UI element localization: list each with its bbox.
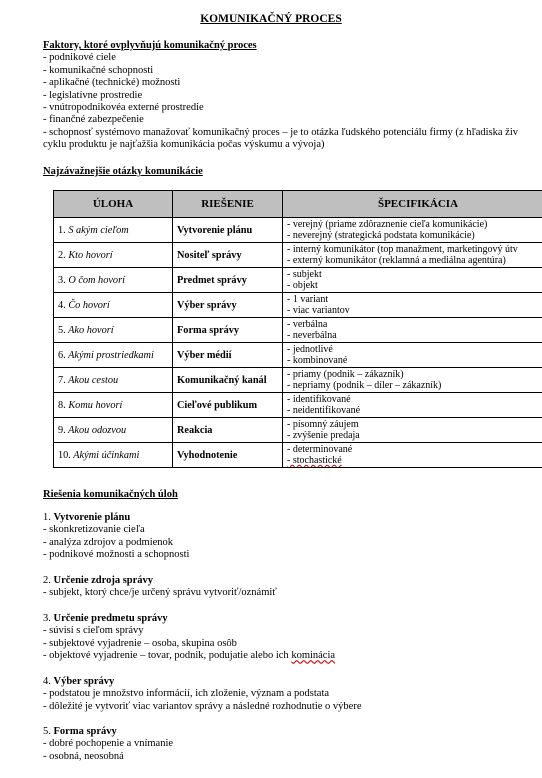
task-question: Kto hovorí xyxy=(68,249,113,261)
solution-title: Forma správy xyxy=(53,726,117,737)
spec-text: - verbálna xyxy=(287,319,328,330)
table-row xyxy=(54,443,542,468)
spec-text: - externý komunikátor (reklamná a mediálna agentúra) xyxy=(287,255,506,266)
factor-item: - vnútropodnikovéa externé prostredie xyxy=(43,102,204,114)
spec-text: - jednotlivé xyxy=(287,344,333,355)
spec-line xyxy=(287,380,542,391)
task-cell xyxy=(54,418,173,443)
spec-line xyxy=(287,344,542,355)
spec-cell xyxy=(283,368,542,393)
spec-line xyxy=(287,294,542,305)
spec-text: - objekt xyxy=(287,280,318,291)
spec-text: - kombinované xyxy=(287,355,348,366)
spec-text: - neverbálna xyxy=(287,330,337,341)
solution-cell: Predmet správy xyxy=(173,268,283,293)
spec-text: - verejný (priame zdôraznenie cieľa komunikácie) xyxy=(287,219,488,230)
solution-block xyxy=(43,613,335,663)
row-number: 9. xyxy=(58,424,66,436)
task-cell xyxy=(54,368,173,393)
spec-line xyxy=(287,430,542,441)
solution-item: - podstatou je množstvo informácií, ich zloženie, význam a podstata xyxy=(43,688,330,700)
spec-text: - subjekt xyxy=(287,269,322,280)
solution-number: 5. xyxy=(43,726,51,737)
row-number: 2. xyxy=(58,249,66,261)
solutions-heading: Riešenia komunikačných úloh xyxy=(43,489,178,500)
factor-item: - komunikačné schopnosti xyxy=(43,64,154,76)
task-cell xyxy=(54,318,173,343)
solution-item: - podnikové možnosti a schopnosti xyxy=(43,549,190,561)
spec-text: - priamy (podnik – zákazník) xyxy=(287,369,404,380)
row-number: 4. xyxy=(58,299,66,311)
factor-item: - finančné zabezpečenie xyxy=(43,114,144,126)
solution-item: - subjekt, ktorý chce/je určený správu vytvoriť/oznámiť xyxy=(43,587,277,599)
factor-item: - aplikačné (technické) možnosti xyxy=(43,77,181,89)
solution-number: 4. xyxy=(43,676,51,687)
solution-cell: Vyhodnotenie xyxy=(173,443,283,468)
solution-cell: Nositeľ správy xyxy=(173,243,283,268)
table-row xyxy=(54,218,542,243)
solution-cell: Cieľové publikum xyxy=(173,393,283,418)
spec-cell xyxy=(283,443,542,468)
spec-line xyxy=(287,244,542,255)
solution-block xyxy=(43,726,173,763)
solution-cell: Reakcia xyxy=(173,418,283,443)
spec-line xyxy=(287,455,542,466)
spec-line xyxy=(287,369,542,380)
column-header-solution: RIEŠENIE xyxy=(173,191,283,218)
task-question: O čom hovorí xyxy=(68,274,125,286)
solution-cell: Vytvorenie plánu xyxy=(173,218,283,243)
spec-line xyxy=(287,394,542,405)
spec-line xyxy=(287,405,542,416)
spec-line xyxy=(287,255,542,266)
factor-item: - legislatívne prostredie xyxy=(43,89,143,101)
table-row xyxy=(54,268,542,293)
table-row xyxy=(54,243,542,268)
task-question: Akými prostriedkami xyxy=(68,349,154,361)
spec-line xyxy=(287,330,542,341)
solution-item: - dôležité je vytvoriť viac variantov správy a následné rozhodnutie o výbere xyxy=(43,700,362,712)
spec-cell xyxy=(283,293,542,318)
solution-number: 2. xyxy=(43,575,51,586)
task-question: S akým cieľom xyxy=(68,224,129,236)
factors-section xyxy=(43,40,518,152)
solution-item: - skonkretizovanie cieľa xyxy=(43,524,145,536)
spec-text: - 1 variant xyxy=(287,294,329,305)
spec-line xyxy=(287,305,542,316)
spec-cell xyxy=(283,268,542,293)
table-row xyxy=(54,343,542,368)
spec-line xyxy=(287,269,542,280)
solution-cell: Výber médií xyxy=(173,343,283,368)
row-number: 5. xyxy=(58,324,66,336)
page-title: KOMUNIKAČNÝ PROCES xyxy=(200,13,342,25)
spec-text: - nepriamy (podnik – díler – zákazník) xyxy=(287,380,442,391)
questions-heading: Najzávažnejšie otázky komunikácie xyxy=(43,166,203,177)
spec-line xyxy=(287,280,542,291)
row-number: 8. xyxy=(58,399,66,411)
solution-number: 3. xyxy=(43,613,51,624)
spec-text: - stochastické xyxy=(287,455,342,466)
table-header-row xyxy=(54,191,542,218)
solution-title: Určenie zdroja správy xyxy=(53,575,154,586)
solution-item: - objektové vyjadrenie – tovar, podnik, podujatie alebo ich xyxy=(43,650,289,662)
task-question: Ako hovorí xyxy=(68,324,114,336)
factor-item: - podnikové ciele xyxy=(43,52,116,64)
solution-item: - dobré pochopenie a vnímanie xyxy=(43,738,174,750)
spec-line xyxy=(287,319,542,330)
spec-cell xyxy=(283,218,542,243)
solution-cell: Výber správy xyxy=(173,293,283,318)
column-header-task: ÚLOHA xyxy=(54,191,173,218)
task-question: Akou odozvou xyxy=(68,424,127,436)
solution-block xyxy=(43,575,277,600)
spec-text: - písomný záujem xyxy=(287,419,359,430)
solution-title: Vytvorenie plánu xyxy=(53,512,131,523)
factors-heading: Faktory, ktoré ovplyvňujú komunikačný proces xyxy=(43,40,257,51)
table-row xyxy=(54,318,542,343)
solution-number: 1. xyxy=(43,512,51,523)
task-cell xyxy=(54,293,173,318)
spec-cell xyxy=(283,318,542,343)
solution-block xyxy=(43,512,189,562)
table-row xyxy=(54,418,542,443)
solution-item: - osobná, neosobná xyxy=(43,750,124,762)
column-header-spec: ŠPECIFIKÁCIA xyxy=(283,191,542,218)
spec-line xyxy=(287,355,542,366)
task-question: Akými účinkami xyxy=(73,449,140,461)
spec-text: - neverejný (strategická podstata komunikácie) xyxy=(287,230,475,241)
task-cell xyxy=(54,393,173,418)
row-number: 3. xyxy=(58,274,66,286)
solution-item: - analýza zdrojov a podmienok xyxy=(43,536,174,548)
task-cell xyxy=(54,443,173,468)
row-number: 1. xyxy=(58,224,66,236)
row-number: 6. xyxy=(58,349,66,361)
task-cell xyxy=(54,243,173,268)
spelling-marked-word: kominácia xyxy=(291,650,336,662)
table-row xyxy=(54,368,542,393)
questions-table xyxy=(53,190,542,468)
task-question: Akou cestou xyxy=(68,374,119,386)
task-cell xyxy=(54,218,173,243)
spec-cell xyxy=(283,243,542,268)
spec-text: - zvýšenie predaja xyxy=(287,430,360,441)
spec-text: - neidentifikované xyxy=(287,405,361,416)
table-row xyxy=(54,393,542,418)
spec-text: - interný komunikátor (top manažment, marketingový útv xyxy=(287,244,518,255)
task-question: Komu hovorí xyxy=(68,399,123,411)
spec-line xyxy=(287,444,542,455)
solution-item: - súvisí s cieľom správy xyxy=(43,625,144,637)
row-number: 7. xyxy=(58,374,66,386)
solution-item: - subjektové vyjadrenie – osoba, skupina osôb xyxy=(43,637,237,649)
spec-text: - determinované xyxy=(287,444,353,455)
spec-text: - viac variantov xyxy=(287,305,350,316)
spec-cell xyxy=(283,393,542,418)
task-cell xyxy=(54,343,173,368)
row-number: 10. xyxy=(58,449,71,461)
solution-title: Určenie predmetu správy xyxy=(53,613,168,624)
spec-text: - identifikované xyxy=(287,394,351,405)
task-cell xyxy=(54,268,173,293)
solution-cell: Komunikačný kanál xyxy=(173,368,283,393)
spec-line xyxy=(287,419,542,430)
table-row xyxy=(54,293,542,318)
task-question: Čo hovorí xyxy=(68,299,110,311)
factor-item: cyklu produktu je najťažšia komunikácia počas výskumu a vývoja) xyxy=(43,139,325,151)
spec-cell xyxy=(283,343,542,368)
solution-cell: Forma správy xyxy=(173,318,283,343)
factor-item: - schopnosť systémovo manažovať komunikačný proces – je to otázka ľudského potenciálu firmy (z hľadiska živ xyxy=(43,126,519,138)
solution-title: Výber správy xyxy=(53,676,115,687)
spec-cell xyxy=(283,418,542,443)
spec-line xyxy=(287,230,542,241)
solution-block xyxy=(43,676,362,713)
spec-line xyxy=(287,219,542,230)
